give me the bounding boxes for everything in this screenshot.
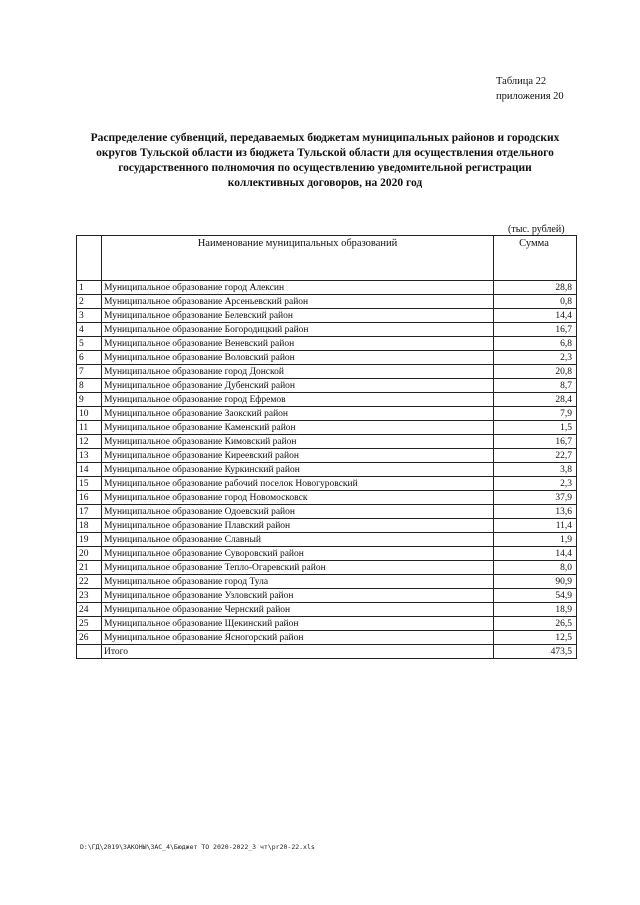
- row-sum: 28,4: [494, 393, 577, 407]
- header-name-cell: Наименование муниципальных образований: [102, 236, 494, 281]
- row-name: Муниципальное образование Славный: [102, 533, 494, 547]
- table-header-row: [77, 236, 577, 281]
- row-number: 12: [77, 435, 102, 449]
- table-row: [77, 323, 577, 337]
- table-row: [77, 281, 577, 295]
- units-label: (тыс. рублей): [508, 224, 565, 235]
- table-row: [77, 309, 577, 323]
- row-name: Муниципальное образование рабочий поселок Новогуровский: [102, 477, 494, 491]
- row-sum: 6,8: [494, 337, 577, 351]
- row-name: Муниципальное образование город Алексин: [102, 281, 494, 295]
- row-name: Муниципальное образование Плавский район: [102, 519, 494, 533]
- row-name: Муниципальное образование Веневский район: [102, 337, 494, 351]
- row-number: 26: [77, 631, 102, 645]
- row-sum: 8,7: [494, 379, 577, 393]
- row-sum: 13,6: [494, 505, 577, 519]
- table-row: [77, 295, 577, 309]
- total-row: [77, 645, 577, 659]
- row-number: 13: [77, 449, 102, 463]
- row-name: Муниципальное образование город Новомосковск: [102, 491, 494, 505]
- row-name: Муниципальное образование Дубенский район: [102, 379, 494, 393]
- row-name: Муниципальное образование Тепло-Огаревский район: [102, 561, 494, 575]
- row-sum: 2,3: [494, 477, 577, 491]
- row-sum: 14,4: [494, 309, 577, 323]
- row-name: Муниципальное образование Ясногорский район: [102, 631, 494, 645]
- row-number: 17: [77, 505, 102, 519]
- table-reference: [496, 74, 564, 104]
- table-row: [77, 533, 577, 547]
- row-sum: 8,0: [494, 561, 577, 575]
- table-row: [77, 505, 577, 519]
- table-row: [77, 561, 577, 575]
- row-number: 10: [77, 407, 102, 421]
- row-sum: 18,9: [494, 603, 577, 617]
- table-row: [77, 463, 577, 477]
- row-number: 7: [77, 365, 102, 379]
- table-row: [77, 365, 577, 379]
- row-name: Муниципальное образование Каменский район: [102, 421, 494, 435]
- table-row: [77, 519, 577, 533]
- subsidy-table: [76, 235, 577, 659]
- row-number: 25: [77, 617, 102, 631]
- table-row: [77, 351, 577, 365]
- row-name: Муниципальное образование Одоевский район: [102, 505, 494, 519]
- row-number: 19: [77, 533, 102, 547]
- row-sum: 37,9: [494, 491, 577, 505]
- row-name: Муниципальное образование Богородицкий район: [102, 323, 494, 337]
- table-row: [77, 407, 577, 421]
- row-name: Муниципальное образование Куркинский район: [102, 463, 494, 477]
- row-name: Муниципальное образование Чернский район: [102, 603, 494, 617]
- row-number: 23: [77, 589, 102, 603]
- table-row: [77, 491, 577, 505]
- row-number: 21: [77, 561, 102, 575]
- row-number: 4: [77, 323, 102, 337]
- row-name: Муниципальное образование город Донской: [102, 365, 494, 379]
- row-name: Муниципальное образование Киреевский район: [102, 449, 494, 463]
- row-number: 11: [77, 421, 102, 435]
- row-name: Муниципальное образование Щекинский район: [102, 617, 494, 631]
- row-name: Муниципальное образование Заокский район: [102, 407, 494, 421]
- row-name: Муниципальное образование Воловский район: [102, 351, 494, 365]
- table-row: [77, 603, 577, 617]
- table-row: [77, 449, 577, 463]
- table-row: [77, 393, 577, 407]
- row-sum: 28,8: [494, 281, 577, 295]
- row-number: 14: [77, 463, 102, 477]
- row-sum: 14,4: [494, 547, 577, 561]
- row-sum: 2,3: [494, 351, 577, 365]
- row-sum: 90,9: [494, 575, 577, 589]
- row-sum: 16,7: [494, 435, 577, 449]
- file-path-footer: D:\ГД\2019\ЗАКОНЫ\ЗАС_4\Бюджет ТО 2020-2022_3 чт\pr20-22.xls: [80, 843, 315, 851]
- row-name: Муниципальное образование Белевский район: [102, 309, 494, 323]
- table-row: [77, 617, 577, 631]
- row-number: 20: [77, 547, 102, 561]
- row-sum: 3,8: [494, 463, 577, 477]
- row-number: 6: [77, 351, 102, 365]
- row-sum: 16,7: [494, 323, 577, 337]
- row-sum: 26,5: [494, 617, 577, 631]
- table-row: [77, 477, 577, 491]
- row-number: 5: [77, 337, 102, 351]
- row-sum: 12,5: [494, 631, 577, 645]
- row-number: 22: [77, 575, 102, 589]
- row-number: 9: [77, 393, 102, 407]
- row-name: Муниципальное образование Суворовский район: [102, 547, 494, 561]
- table-body: [77, 281, 577, 645]
- row-sum: 0,8: [494, 295, 577, 309]
- total-label: Итого: [102, 645, 494, 659]
- row-number: 8: [77, 379, 102, 393]
- total-sum: 473,5: [494, 645, 577, 659]
- row-sum: 1,5: [494, 421, 577, 435]
- table-row: [77, 337, 577, 351]
- row-number: 3: [77, 309, 102, 323]
- table-row: [77, 421, 577, 435]
- row-number: 18: [77, 519, 102, 533]
- table-label: Таблица 22: [496, 76, 547, 87]
- row-name: Муниципальное образование город Ефремов: [102, 393, 494, 407]
- row-name: Муниципальное образование Узловский район: [102, 589, 494, 603]
- row-name: Муниципальное образование Арсеньевский район: [102, 295, 494, 309]
- row-number: 2: [77, 295, 102, 309]
- row-name: Муниципальное образование город Тула: [102, 575, 494, 589]
- row-sum: 1,9: [494, 533, 577, 547]
- row-sum: 22,7: [494, 449, 577, 463]
- table-row: [77, 631, 577, 645]
- row-name: Муниципальное образование Кимовский район: [102, 435, 494, 449]
- table-row: [77, 379, 577, 393]
- table-row: [77, 575, 577, 589]
- table-row: [77, 589, 577, 603]
- header-sum-cell: Сумма: [494, 236, 577, 281]
- row-sum: 11,4: [494, 519, 577, 533]
- total-number-cell: [77, 645, 102, 659]
- row-number: 15: [77, 477, 102, 491]
- table-row: [77, 435, 577, 449]
- document-title: Распределение субвенций, передаваемых бюджетам муниципальных районов и городских округов Тульской области из бюджета Тульской области для осуществления отдельного государственного полномочия по осуществлению уведомительной регистрации коллективных договоров, на 2020 год: [90, 132, 560, 189]
- row-sum: 7,9: [494, 407, 577, 421]
- header-number-cell: [77, 236, 102, 281]
- row-number: 16: [77, 491, 102, 505]
- row-sum: 54,9: [494, 589, 577, 603]
- row-sum: 20,8: [494, 365, 577, 379]
- row-number: 24: [77, 603, 102, 617]
- row-number: 1: [77, 281, 102, 295]
- appendix-label: приложения 20: [496, 91, 564, 102]
- table-row: [77, 547, 577, 561]
